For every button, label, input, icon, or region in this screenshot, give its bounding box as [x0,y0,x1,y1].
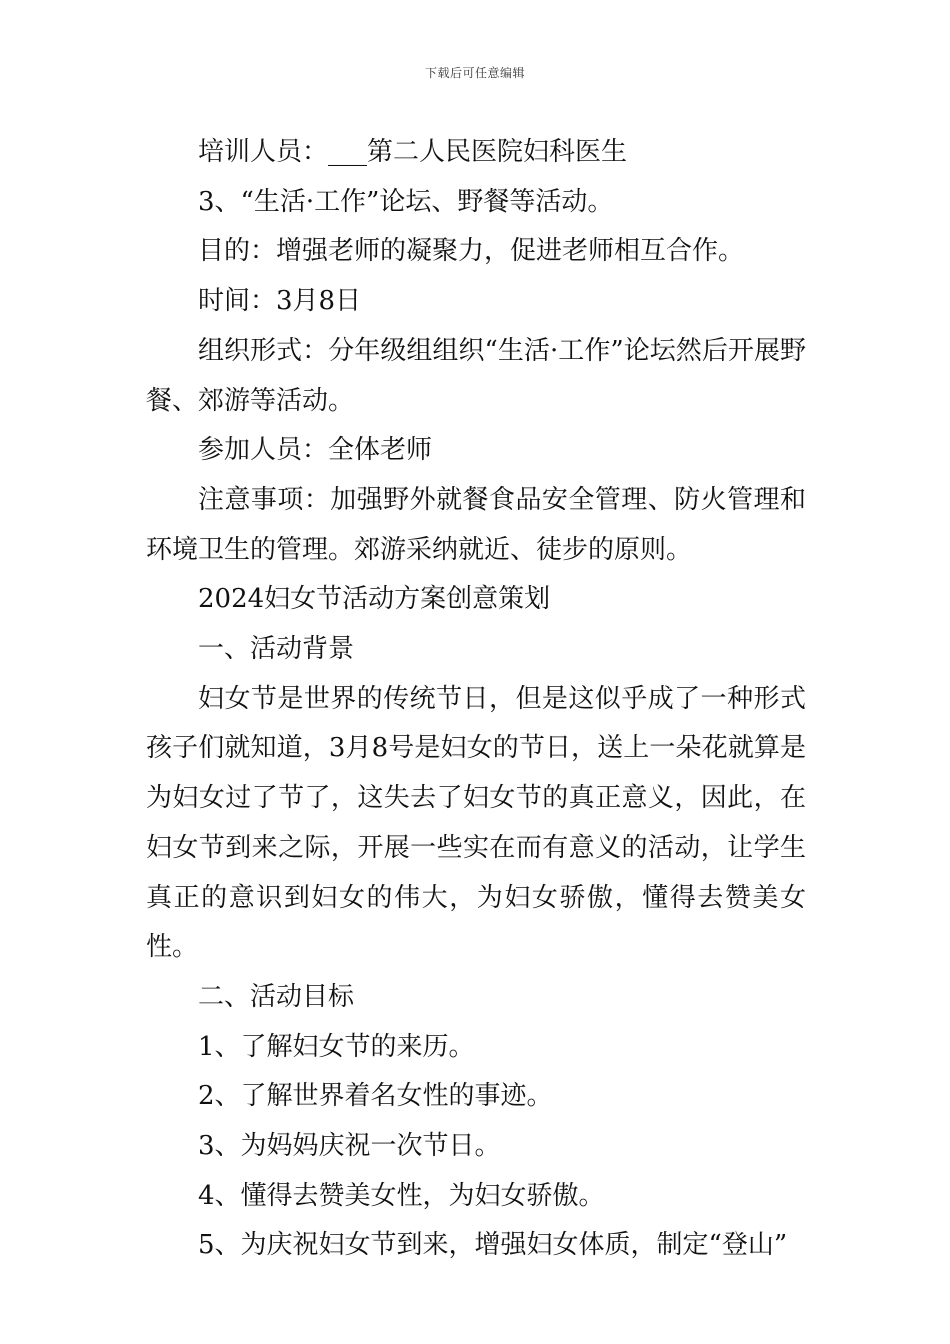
paragraph-notes: 注意事项：加强野外就餐食品安全管理、防火管理和环境卫生的管理。郊游采纳就近、徒步的原则。 [146,484,806,565]
heading-goals: 二、活动目标 [198,981,355,1012]
paragraph-forum-activity: 3、“生活·工作”论坛、野餐等活动。 [198,186,614,217]
paragraph-organization: 组织形式：分年级组组织“生活·工作”论坛然后开展野餐、郊游等活动。 [146,335,806,416]
goal-item-3: 3、为妈妈庆祝一次节日。 [198,1131,501,1162]
goal-item-2: 2、了解世界着名女性的事迹。 [198,1081,553,1112]
goal-item-4: 4、懂得去赞美女性，为妇女骄傲。 [198,1180,605,1211]
paragraph-trainer: 培训人员：___第二人民医院妇科医生 [198,137,628,167]
paragraph-background: 妇女节是世界的传统节日，但是这似乎成了一种形式孩子们就知道，3月8号是妇女的节日，送上一朵花就算是为妇女过了节了，这失去了妇女节的真正意义，因此，在妇女节到来之际，开展一些实在而有意义的活动，让学生真正的意识到妇女的伟大，为妇女骄傲，懂得去赞美女性。 [146,683,806,963]
goal-item-1: 1、了解妇女节的来历。 [198,1031,475,1062]
document-body [146,128,806,1271]
paragraph-participants: 参加人员：全体老师 [198,435,433,466]
paragraph-time: 时间：3月8日 [198,286,362,317]
page-header: 下载后可任意编辑 [424,66,525,80]
heading-background: 一、活动背景 [198,634,355,665]
paragraph-purpose: 目的：增强老师的凝聚力，促进老师相互合作。 [198,236,745,267]
goal-item-5: 5、为庆祝妇女节到来，增强妇女体质，制定“登山” [198,1230,788,1261]
section-title: 2024妇女节活动方案创意策划 [198,584,551,615]
